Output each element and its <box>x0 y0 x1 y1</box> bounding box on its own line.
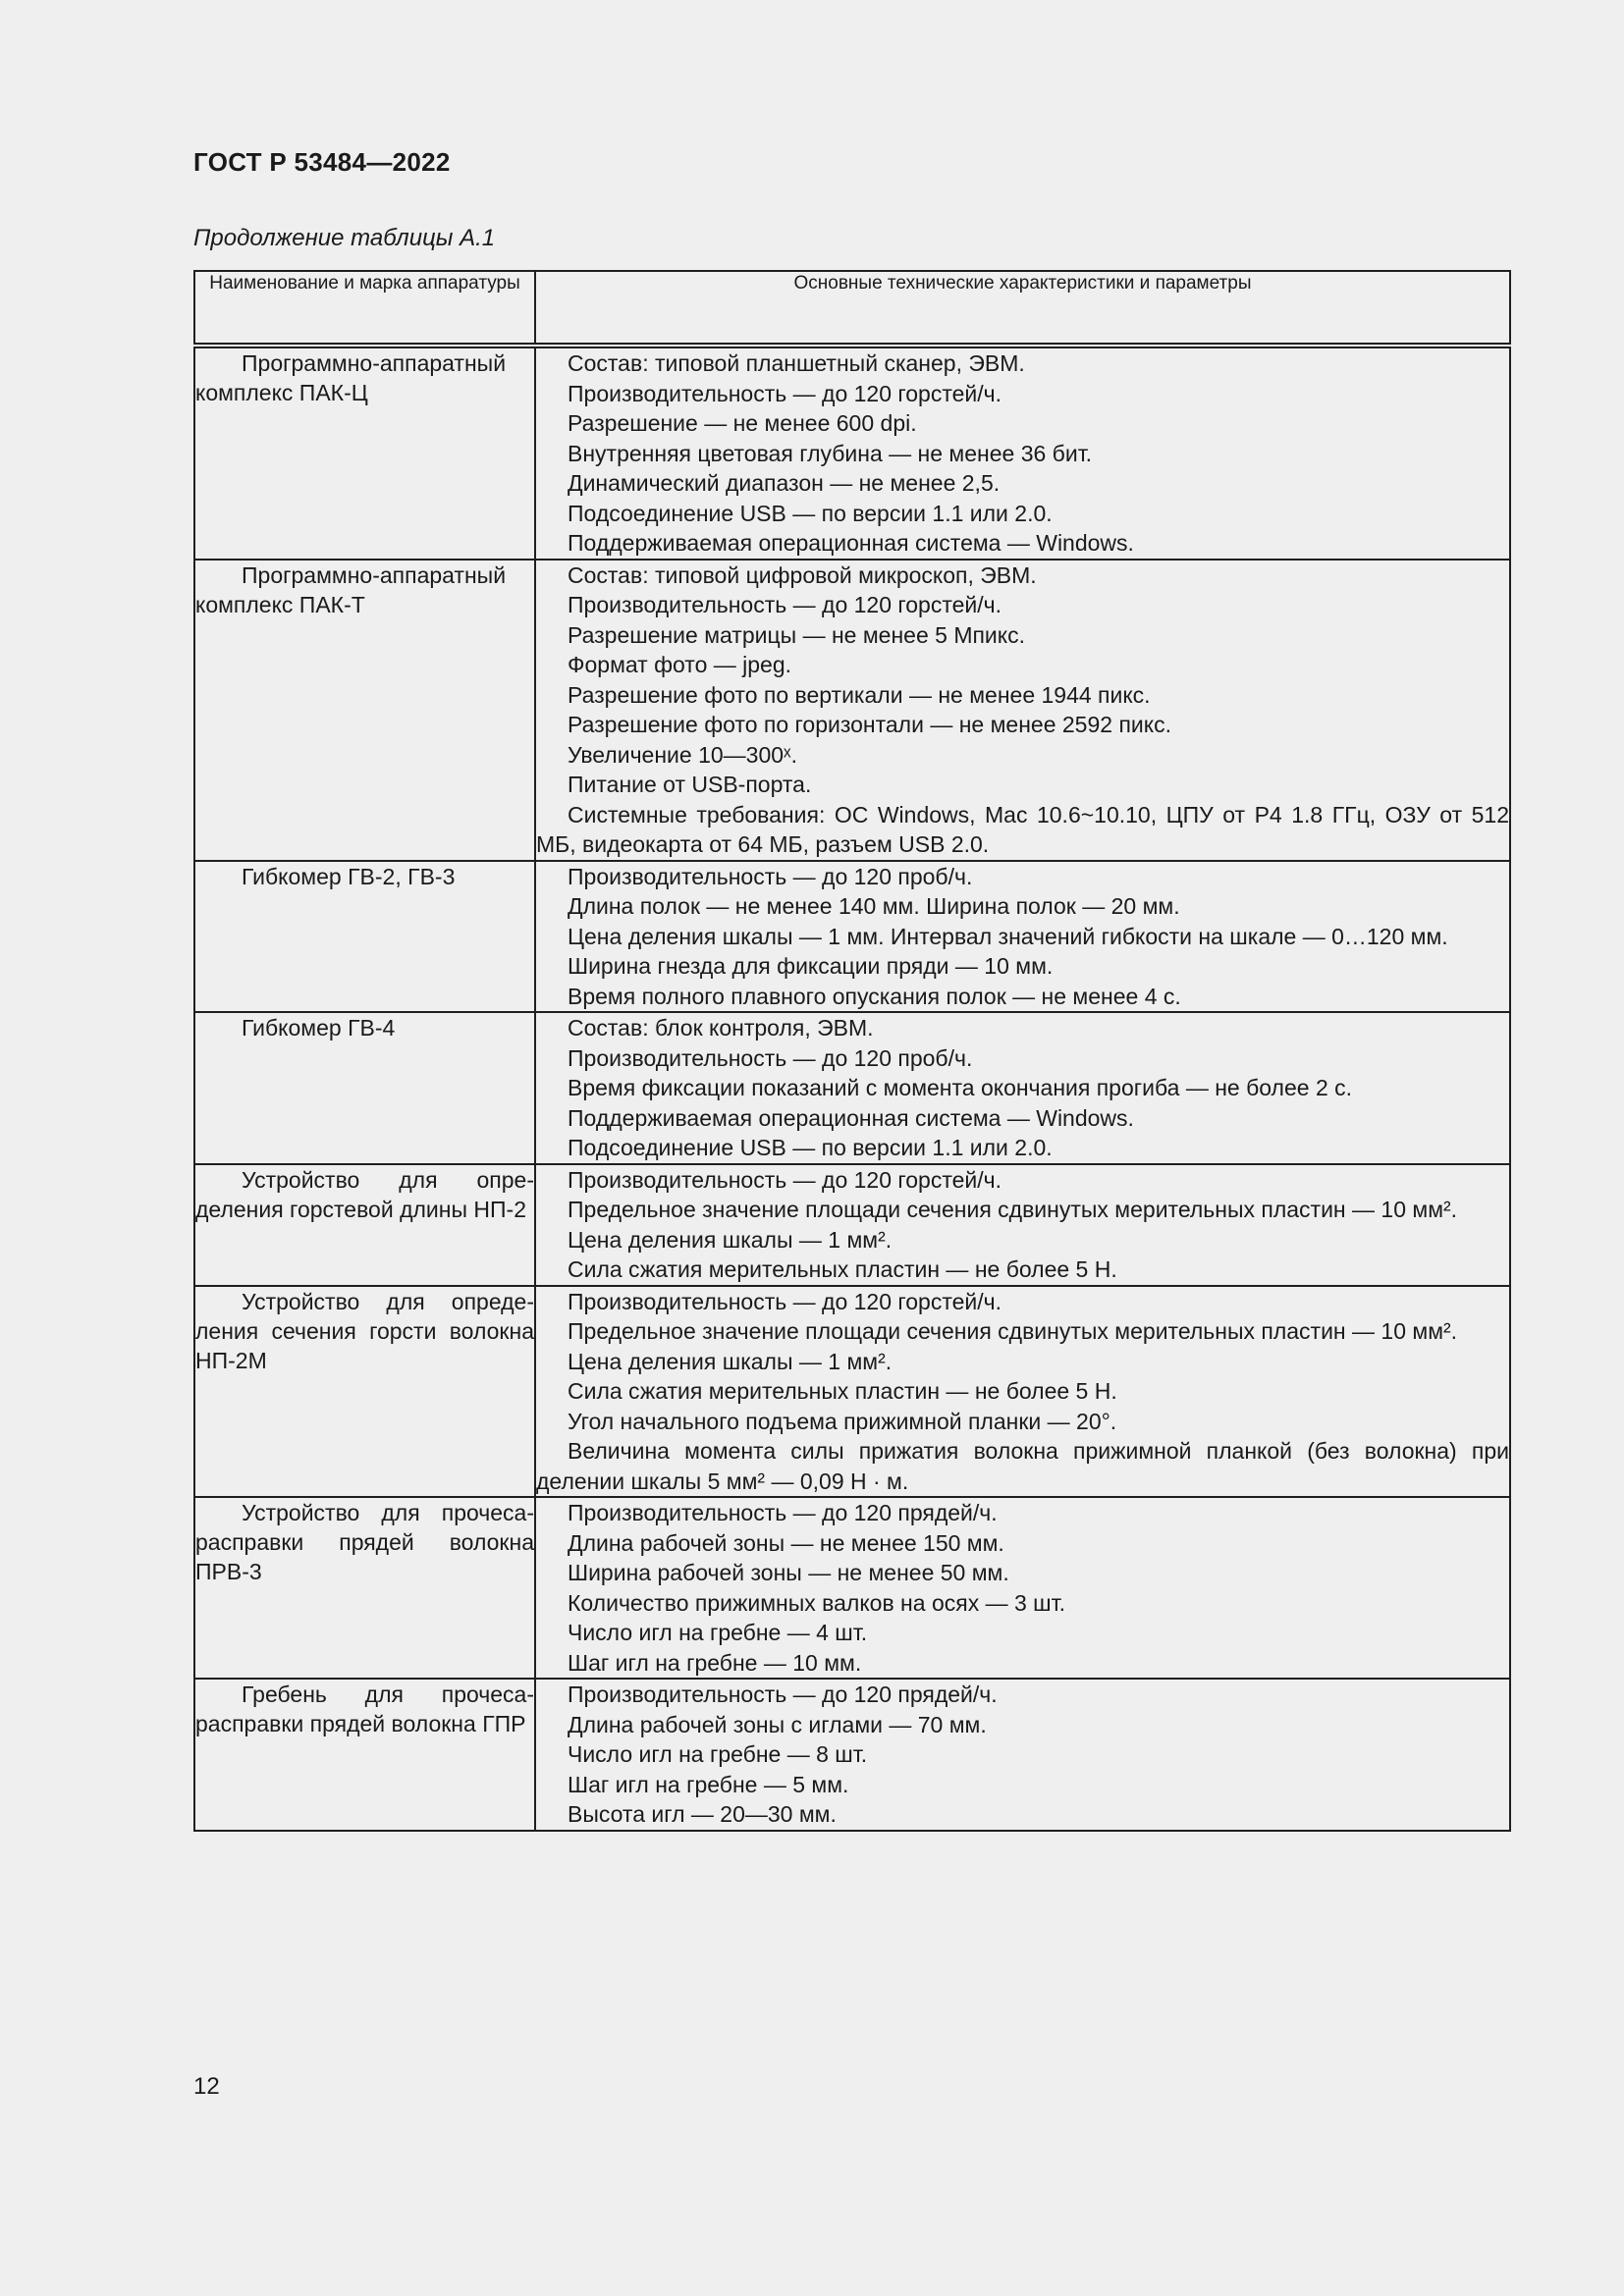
characteristic-line: Производительность — до 120 проб/ч. <box>568 863 973 889</box>
characteristics-cell <box>535 346 1510 560</box>
equipment-name: Устройство для определения сечения горсти волокна НП-2М <box>195 1288 534 1373</box>
characteristic-line: Поддерживаемая операционная система — Windows. <box>568 530 1134 556</box>
characteristic-line: Производительность — до 120 горстей/ч. <box>568 1288 1002 1314</box>
equipment-name: Гибкомер ГВ-4 <box>242 1015 396 1041</box>
characteristics-cell <box>535 1286 1510 1498</box>
table-row <box>194 1012 1510 1164</box>
characteristic-line: Разрешение матрицы — не менее 5 Мпикс. <box>568 621 1025 648</box>
table-row <box>194 1497 1510 1679</box>
table-row <box>194 1679 1510 1831</box>
equipment-name: Программно-аппаратный комплекс ПАК-Ц <box>195 350 507 405</box>
characteristic-line: Производительность — до 120 горстей/ч. <box>568 1166 1002 1193</box>
equipment-name-cell <box>194 1679 535 1831</box>
equipment-name-cell <box>194 1012 535 1164</box>
table-header-row <box>194 271 1510 346</box>
document-code: ГОСТ Р 53484—2022 <box>193 147 451 177</box>
characteristics-cell <box>535 1679 1510 1831</box>
characteristic-line: Подсоединение USB — по версии 1.1 или 2.0. <box>568 1135 1053 1160</box>
characteristic-line: Время полного плавного опускания полок — не менее 4 с. <box>568 983 1181 1009</box>
characteristic-line: Разрешение фото по горизонтали — не менее 2592 пикс. <box>568 712 1171 737</box>
equipment-name-cell <box>194 346 535 560</box>
table-continuation-caption: Продолжение таблицы А.1 <box>193 225 496 251</box>
characteristic-line: Длина полок — не менее 140 мм. Ширина полок — 20 мм. <box>568 893 1180 919</box>
table-row <box>194 1164 1510 1286</box>
equipment-name-cell <box>194 1164 535 1286</box>
characteristic-line: Формат фото — jpeg. <box>568 652 792 677</box>
characteristic-line: Подсоединение USB — по версии 1.1 или 2.0. <box>568 500 1053 526</box>
characteristic-line: Сила сжатия мерительных пластин — не более 5 Н. <box>568 1378 1117 1404</box>
equipment-name-cell <box>194 1497 535 1679</box>
table-row <box>194 346 1510 560</box>
characteristic-line: Длина рабочей зоны — не менее 150 мм. <box>568 1529 1004 1556</box>
header-equipment-name: Наименование и марка аппаратуры <box>194 271 535 346</box>
characteristic-line: Системные требования: ОС Windows, Mac 10.6~10.10, ЦПУ от P4 1.8 ГГц, ОЗУ от 512 МБ, видеокарта от 64 МБ, разъем USB 2.0. <box>536 801 1509 857</box>
characteristic-line: Число игл на гребне — 4 шт. <box>568 1620 868 1645</box>
equipment-name-cell <box>194 861 535 1013</box>
header-characteristics: Основные технические характеристики и параметры <box>535 271 1510 346</box>
characteristic-line: Ширина гнезда для фиксации пряди — 10 мм. <box>568 953 1054 979</box>
characteristic-line: Время фиксации показаний с момента окончания прогиба — не более 2 с. <box>568 1075 1353 1100</box>
characteristic-line: Количество прижимных валков на осях — 3 шт. <box>568 1589 1065 1616</box>
characteristics-cell <box>535 560 1510 861</box>
characteristic-line: Угол начального подъема прижимной планки — 20°. <box>568 1408 1117 1434</box>
characteristic-line: Производительность — до 120 прядей/ч. <box>568 1500 998 1525</box>
equipment-name: Гребень для прочеса-расправки прядей волокна ГПР <box>195 1682 534 1736</box>
characteristics-cell <box>535 1497 1510 1679</box>
equipment-name: Программно-аппаратный комплекс ПАК-Т <box>195 561 507 617</box>
characteristic-line: Разрешение фото по вертикали — не менее 1944 пикс. <box>568 681 1151 708</box>
characteristic-line: Состав: типовой цифровой микроскоп, ЭВМ. <box>568 561 1037 588</box>
characteristic-line: Шаг игл на гребне — 10 мм. <box>568 1649 862 1676</box>
equipment-name-cell <box>194 1286 535 1498</box>
characteristic-line: Производительность — до 120 прядей/ч. <box>568 1682 998 1707</box>
table-row <box>194 1286 1510 1498</box>
characteristic-line: Длина рабочей зоны с иглами — 70 мм. <box>568 1711 987 1737</box>
table-row <box>194 560 1510 861</box>
characteristic-line: Предельное значение площади сечения сдвинутых мерительных пластин — 10 мм². <box>568 1197 1458 1222</box>
characteristic-line: Разрешение — не менее 600 dpi. <box>568 410 917 436</box>
table-body <box>194 346 1510 1831</box>
equipment-table <box>193 270 1511 1832</box>
characteristic-line: Поддерживаемая операционная система — Windows. <box>568 1104 1134 1131</box>
characteristic-line: Динамический диапазон — не менее 2,5. <box>568 470 1001 496</box>
characteristic-line: Увеличение 10—300ˣ. <box>568 741 797 768</box>
characteristic-line: Цена деления шкалы — 1 мм². <box>568 1348 893 1374</box>
characteristics-cell <box>535 1012 1510 1164</box>
equipment-name-cell <box>194 560 535 861</box>
characteristics-cell <box>535 861 1510 1013</box>
equipment-name: Устройство для определения горстевой длины НП-2 <box>195 1166 534 1222</box>
equipment-name: Гибкомер ГВ-2, ГВ-3 <box>242 863 456 889</box>
characteristic-line: Производительность — до 120 проб/ч. <box>568 1044 973 1071</box>
characteristic-line: Ширина рабочей зоны — не менее 50 мм. <box>568 1560 1009 1585</box>
table-row <box>194 861 1510 1013</box>
page-number: 12 <box>193 2073 220 2100</box>
characteristic-line: Состав: типовой планшетный сканер, ЭВМ. <box>568 350 1025 376</box>
characteristic-line: Число игл на гребне — 8 шт. <box>568 1741 868 1767</box>
characteristic-line: Шаг игл на гребне — 5 мм. <box>568 1771 849 1797</box>
characteristic-line: Питание от USB-порта. <box>568 772 812 797</box>
characteristic-line: Производительность — до 120 горстей/ч. <box>568 380 1002 406</box>
characteristic-line: Состав: блок контроля, ЭВМ. <box>568 1015 874 1041</box>
characteristic-line: Цена деления шкалы — 1 мм. Интервал значений гибкости на шкале — 0…120 мм. <box>568 923 1448 949</box>
equipment-name: Устройство для прочеса-расправки прядей волокна ПРВ-3 <box>195 1500 534 1584</box>
characteristic-line: Производительность — до 120 горстей/ч. <box>568 592 1002 617</box>
characteristic-line: Цена деления шкалы — 1 мм². <box>568 1226 893 1253</box>
characteristic-line: Величина момента силы прижатия волокна прижимной планкой (без волокна) при делении шкалы 5 мм² — 0,09 Н · м. <box>536 1438 1509 1494</box>
characteristic-line: Предельное значение площади сечения сдвинутых мерительных пластин — 10 мм². <box>568 1318 1458 1344</box>
characteristic-line: Высота игл — 20—30 мм. <box>568 1801 837 1827</box>
characteristic-line: Внутренняя цветовая глубина — не менее 36 бит. <box>568 440 1093 466</box>
characteristics-cell <box>535 1164 1510 1286</box>
characteristic-line: Сила сжатия мерительных пластин — не более 5 Н. <box>568 1256 1117 1282</box>
